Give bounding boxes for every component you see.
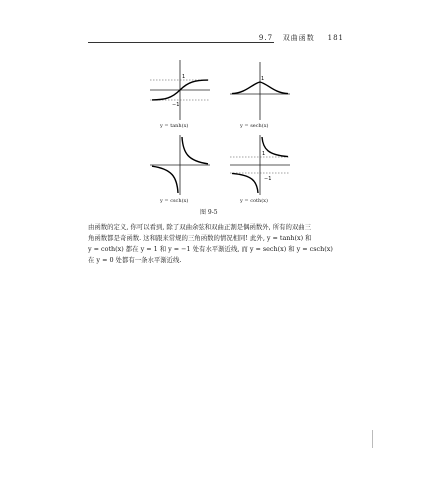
- figure-label: 图 9-5: [200, 209, 218, 216]
- section-number: 9.7: [258, 34, 274, 42]
- mark-1: 1: [261, 76, 265, 82]
- mark-minus-1: −1: [264, 176, 272, 182]
- mark-1: 1: [182, 74, 186, 80]
- caption-coth: y = coth(x): [240, 198, 268, 204]
- caption-csch: y = csch(x): [160, 198, 189, 204]
- csch-branch-right: [182, 137, 208, 164]
- csch-branch-left: [152, 166, 178, 193]
- body-paragraph: [88, 222, 358, 266]
- header-text: [259, 33, 344, 43]
- graph-tanh: [150, 60, 210, 120]
- paragraph-line: y = coth(x) 都在 y = 1 和 y = −1 处有水平渐近线, 而 y = sech(x) 和 y = csch(x): [88, 245, 333, 253]
- graph-coth: [230, 135, 290, 195]
- graph-csch: [150, 135, 210, 195]
- paragraph-line: 角函数都是奇函数. 这和跟来常规的三角函数的情况相同! 此外, y = tanh(x) 和: [88, 234, 312, 242]
- caption-tanh: y = tanh(x): [160, 123, 189, 129]
- mark-minus-1: −1: [172, 102, 180, 108]
- scan-mark: [372, 430, 373, 448]
- paragraph-line: 在 y = 0 处都有一条水平渐近线.: [88, 256, 182, 264]
- coth-branch-right: [262, 137, 288, 157]
- graph-sech: [230, 60, 290, 120]
- coth-branch-left: [232, 173, 258, 193]
- header-rule: [88, 42, 274, 43]
- mark-1: 1: [262, 151, 266, 157]
- paragraph-line: 由函数的定义, 你可以看到, 除了双曲余弦和双曲正割是偶函数外, 所有的双曲三: [88, 223, 312, 231]
- caption-sech: y = sech(x): [240, 123, 269, 129]
- running-header: [88, 33, 344, 45]
- section-title: 双曲函数: [282, 34, 315, 42]
- page-number: 181: [327, 34, 344, 42]
